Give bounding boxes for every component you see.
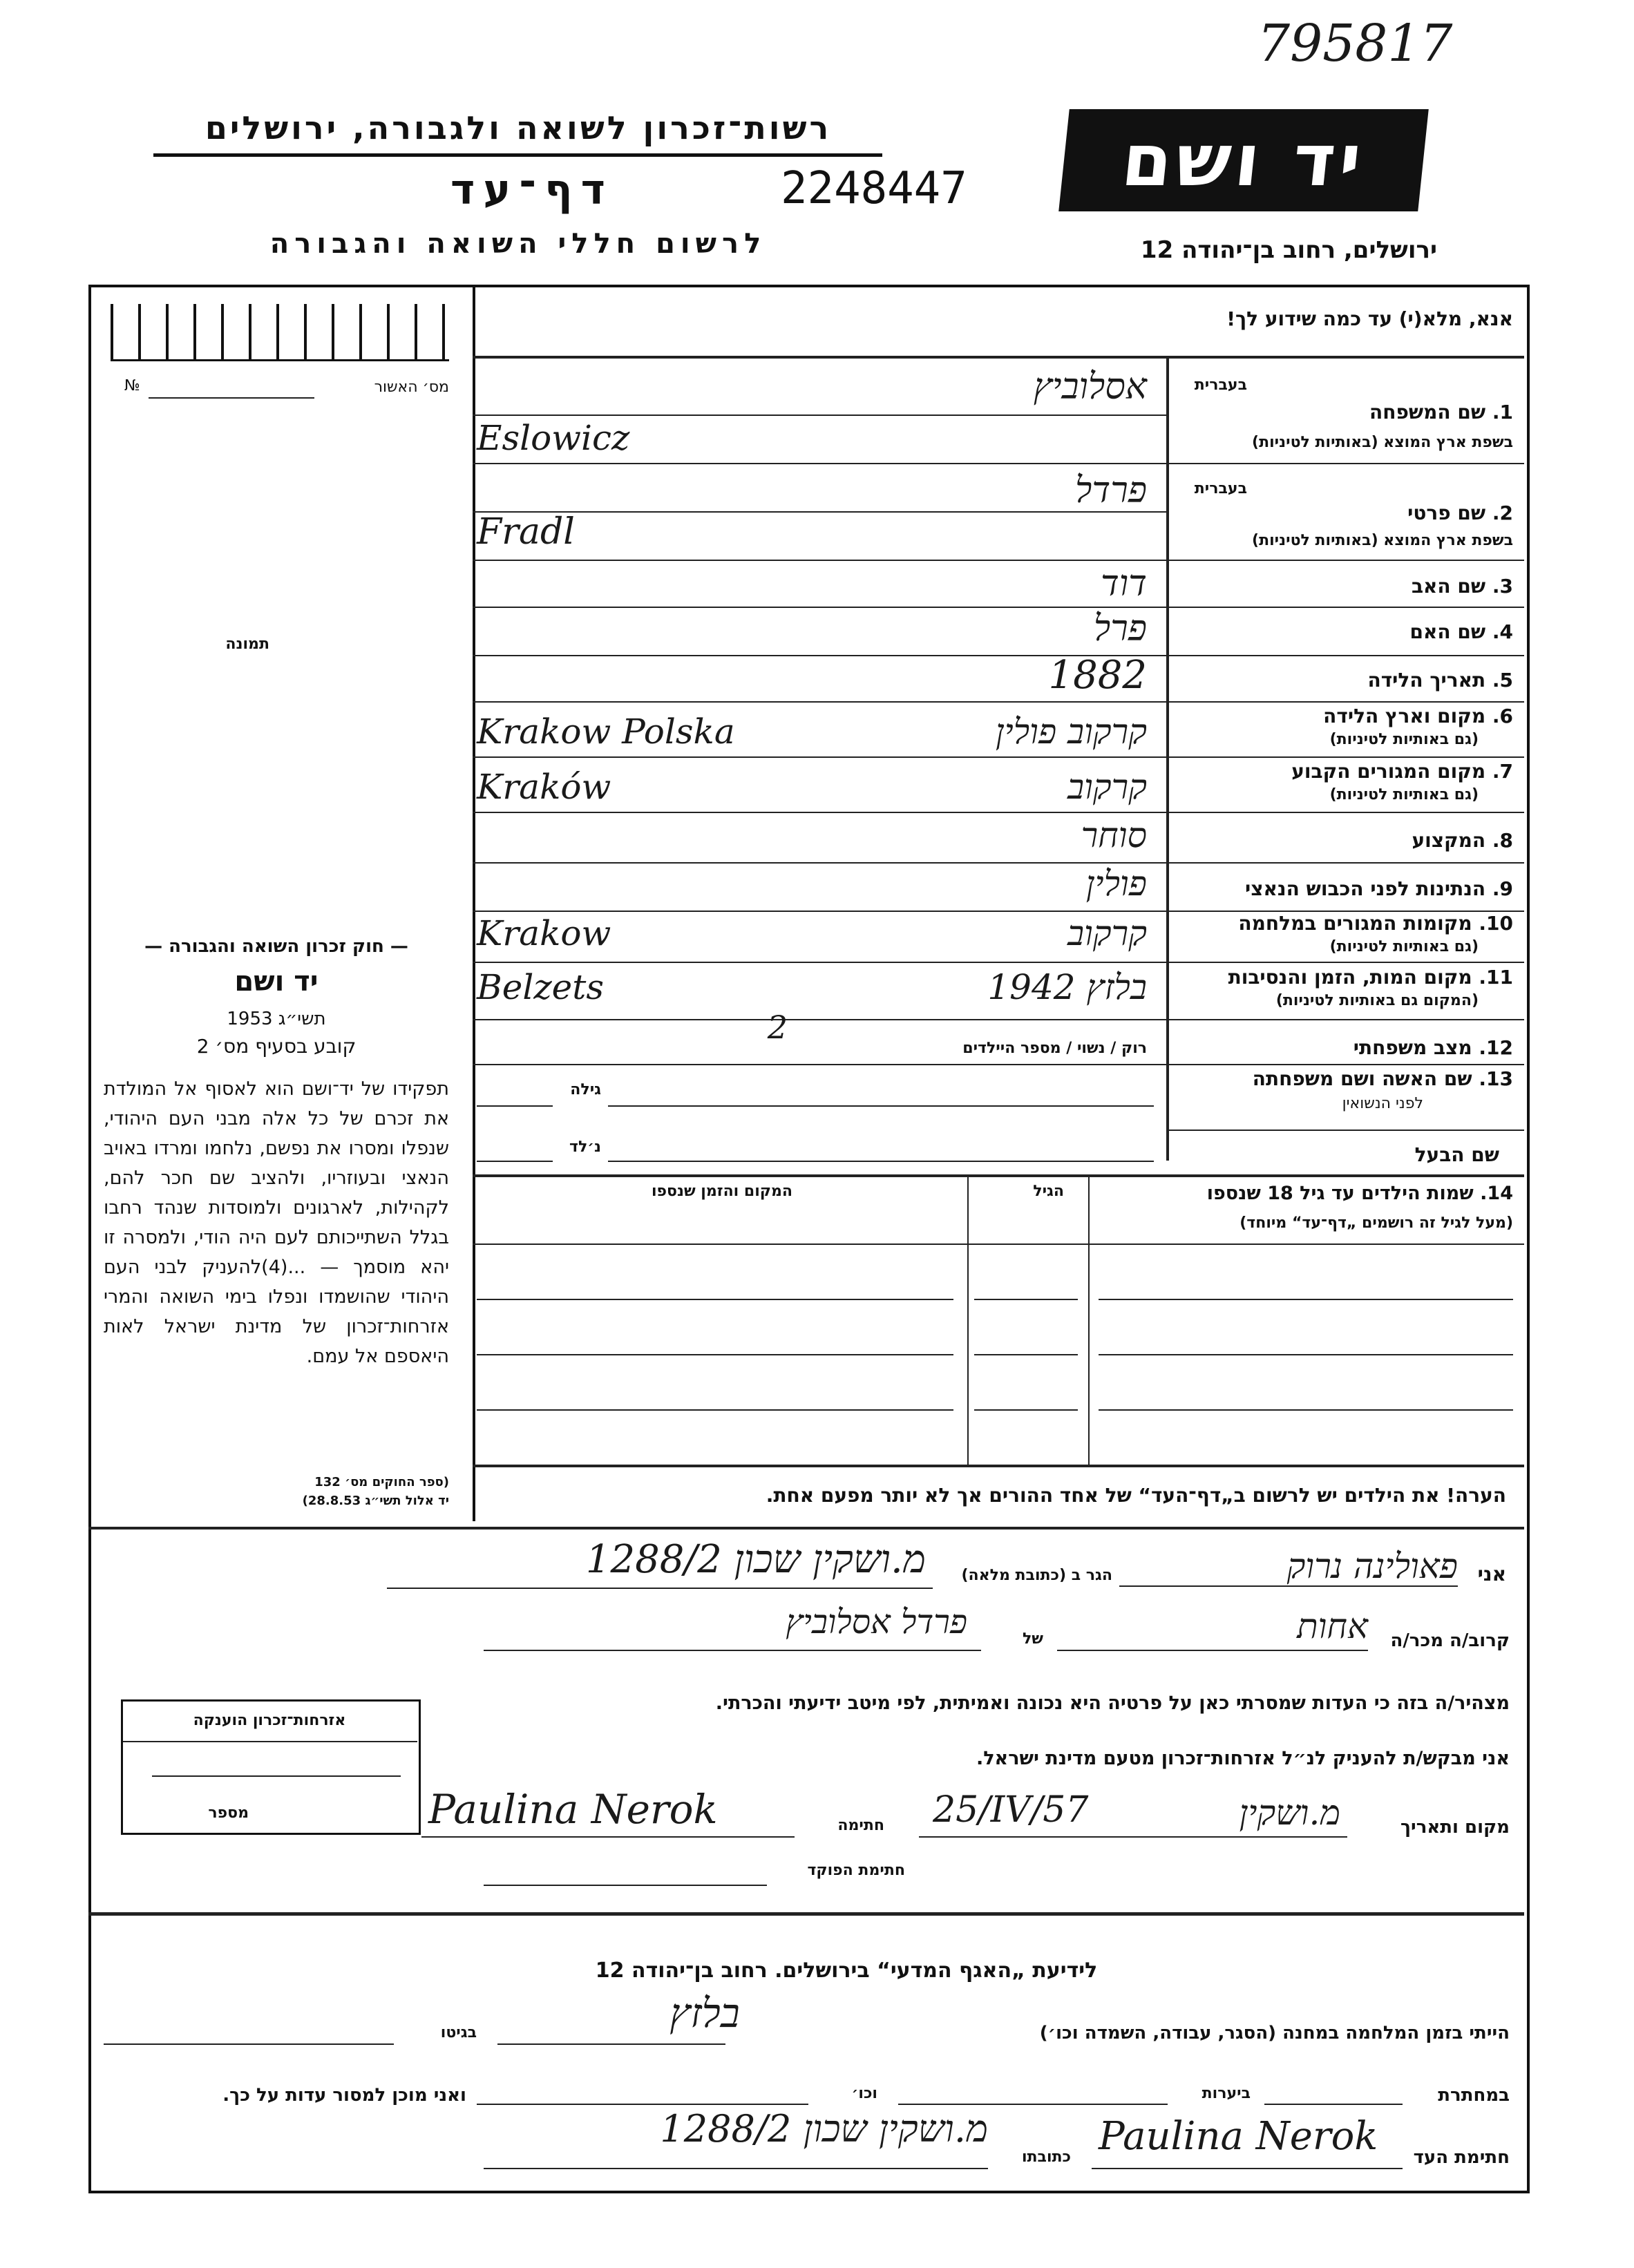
- law-year: תשי״ג 1953: [227, 1009, 326, 1029]
- field-2-latin[interactable]: Fradl: [477, 511, 575, 553]
- address-value[interactable]: מ.ושקין שכון 1288/2: [585, 1537, 926, 1582]
- hebrew-label-2: בעברית: [1194, 480, 1247, 497]
- field-9-value[interactable]: פולין: [1085, 864, 1147, 904]
- signature-label: חתימה: [837, 1817, 884, 1834]
- field-5-label: 5. תאריך הלידה: [1367, 669, 1513, 692]
- field-1-hebrew[interactable]: אסלוביץ: [1033, 366, 1147, 408]
- etc-label: וכו׳: [851, 2085, 877, 2102]
- forest-label: ביערות: [1201, 2085, 1251, 2102]
- statement-1: מצהיר/ה בזה כי העדות שמסרתי כאן על פרטיה היא נכונה ואמיתית, לפי מיטב ידיעתי והכרתי.: [715, 1693, 1510, 1714]
- law-title: — חוק זכרון השואה והגבורה —: [144, 936, 408, 957]
- husband-label: שם הבעל: [1414, 1143, 1499, 1166]
- of-label: של: [1023, 1630, 1043, 1648]
- field-9-label: 9. הנתינות לפני הכבוש הנאצי: [1245, 877, 1513, 900]
- field-6-label: 6. מקום וארץ הלידה: [1323, 705, 1513, 727]
- field-2-hebrew[interactable]: פרדל: [1075, 470, 1147, 511]
- i-label: אני: [1477, 1563, 1506, 1585]
- intro-text: אנא, מלא(י) עד כמה שידוע לך!: [1226, 307, 1513, 330]
- address: ירושלים, רחוב בן־יהודה 12: [1140, 236, 1437, 264]
- camp-label: הייתי בזמן המלחמה במחנה (הסגר, עבודה, השמדה וכו׳): [1039, 2023, 1510, 2043]
- declarant-name[interactable]: פאולינה נרוק: [1286, 1546, 1458, 1586]
- footer-title: לידיעת „האגף המדעי“ בירושלים. רחוב בן־יהודה 12: [595, 1959, 1098, 1983]
- relative-label: קרוב/ה מכר/ה: [1390, 1630, 1510, 1651]
- field-10-latin[interactable]: Krakow: [477, 913, 611, 953]
- field-10-sub: (גם באותיות לטיניות): [1329, 938, 1479, 955]
- resident-label: הגר ב (כתובת מלאה): [961, 1567, 1112, 1584]
- field-13-label: 13. שם האשה ושם משפחתה: [1252, 1067, 1513, 1090]
- field-4-value[interactable]: פרל: [1093, 608, 1147, 649]
- form-title: דף־עד: [450, 166, 614, 214]
- law-text: תפקידו של יד־ושם הוא לאסוף אל המולדת את זכרם של כל אלה מבני העם היהודי, שנפלו ומסרו את נפשם, נלחמו ומרדו באויב הנאצי ובעוזריו, ולהציב שם חכר להם, לקהילות, לארגונים ולמוסדות שנהד רחבו בגלל השתייכותם לעם היה הודי, ולמסרה זו יהא מוסמך — ...(4)להעניק לבני העם היהודי שהושמדו ונפלו בימי השואה והמרי אזרחות־זכרון של מדינת ישראל לאות היאספם אל עמם.: [104, 1078, 450, 1367]
- org-name: רשות־זכרון לשואה ולגבורה, ירושלים: [205, 109, 832, 146]
- yad-vashem-logo: [1058, 109, 1429, 211]
- field-10-label: 10. מקומות המגורים במלחמה: [1238, 912, 1513, 935]
- law-clause: קובע בסעיף מס׳ 2: [196, 1035, 357, 1058]
- children-label: 14. שמות הילדים עד גיל 18 שנספו: [1206, 1183, 1513, 1204]
- field-3-label: 3. שם האב: [1411, 575, 1513, 598]
- field-8-value[interactable]: סוחר: [1081, 815, 1147, 855]
- field-5-value[interactable]: 1882: [1048, 653, 1147, 698]
- hebrew-label-1: בעברית: [1194, 377, 1247, 394]
- field-6-sub: (גם באותיות לטיניות): [1329, 731, 1479, 748]
- age-column-header: הגיל: [1033, 1183, 1064, 1200]
- approval-no-sign: №: [124, 377, 140, 394]
- witness-sig-value[interactable]: Paulina Nerok: [1099, 2114, 1378, 2159]
- field-4-label: 4. שם האם: [1409, 620, 1513, 643]
- field-1-sub: בשפת ארץ המוצא (באותיות לטיניות): [1252, 434, 1513, 451]
- law-ref-2: יד אלול תשי״ג 28.8.53): [302, 1494, 449, 1508]
- citizenship-number-label: מספר: [208, 1804, 249, 1822]
- place-date-label: מקום ותאריך: [1400, 1817, 1510, 1838]
- field-12-value[interactable]: 2: [767, 1009, 788, 1046]
- field-7-label: 7. מקום המגורים הקבוע: [1291, 760, 1513, 783]
- children-sub: (מעל לגיל זה רושמים „דף־עד“ מיוחד): [1239, 1214, 1513, 1232]
- signature-value[interactable]: Paulina Nerok: [428, 1786, 718, 1833]
- witness-address-label: כתובתו: [1021, 2148, 1071, 2166]
- photo-label: תמונה: [225, 636, 269, 653]
- witness-sig-label: חתימת העד: [1413, 2147, 1510, 2168]
- law-name: יד ושם: [234, 966, 319, 998]
- field-1-label: 1. שם המשפחה: [1369, 401, 1513, 423]
- age-label: גילה: [570, 1081, 601, 1098]
- ghetto-label: בגיטו: [440, 2024, 477, 2041]
- field-6-latin[interactable]: Krakow Polska: [477, 712, 735, 752]
- field-7-value[interactable]: קרקוב: [1067, 767, 1147, 807]
- field-12-label: 12. מצב משפחתי: [1353, 1036, 1513, 1059]
- date-value[interactable]: 25/IV/57: [933, 1789, 1089, 1831]
- logo-text: יד ושם: [1118, 118, 1369, 202]
- approval-label: מס׳ האשור: [374, 379, 449, 396]
- field-7-sub: (גם באותיות לטיניות): [1329, 786, 1479, 803]
- field-11-value[interactable]: בלזץ 1942: [987, 967, 1147, 1007]
- field-6-value[interactable]: קרקוב פולין: [995, 712, 1147, 752]
- witness-address-value[interactable]: מ.ושקין שכון 1288/2: [660, 2107, 988, 2151]
- field-10-value[interactable]: קרקוב: [1067, 913, 1147, 953]
- marital-options: רוק / נשוי / מספר היילדים: [962, 1040, 1147, 1057]
- citizenship-box-title: אזרחות־זכרון הוענקה: [193, 1712, 346, 1729]
- statement-2: אני מבקש/ת להעניק לנ״ל אזרחות־זכרון מטעם מדינת ישראל.: [976, 1748, 1510, 1769]
- form-subtitle: לרשום חללי השואה והגבורה: [269, 228, 767, 260]
- of-value[interactable]: פרדל אסלוביץ: [786, 1603, 967, 1641]
- form-number: 2248447: [781, 163, 967, 214]
- relation-value[interactable]: אחות: [1297, 1606, 1368, 1646]
- field-2-label: 2. שם פרטי: [1407, 502, 1513, 524]
- field-11-latin[interactable]: Belzets: [477, 967, 605, 1007]
- field-13-sub: לפני הנשואין: [1342, 1095, 1423, 1112]
- field-11-sub: (המקום גם באותיות לטיניות): [1275, 992, 1479, 1009]
- law-ref-1: (ספר החוקים מס׳ 132: [314, 1475, 449, 1489]
- archive-number: 795817: [1257, 14, 1453, 73]
- children-note: הערה! את הילדים יש לרשום ב„דף־העד“ של אחד ההורים אך לא יותר מפעם אחת.: [766, 1484, 1506, 1507]
- field-11-label: 11. מקום המות, הזמן והנסיבות: [1228, 966, 1513, 989]
- ready-label: ואני מוכן למסור עדות על כך.: [222, 2085, 466, 2106]
- field-3-value[interactable]: דוד: [1101, 563, 1147, 604]
- field-8-label: 8. המקצוע: [1412, 829, 1513, 852]
- underground-label: במחתרת: [1438, 2085, 1510, 2106]
- place-value[interactable]: מ.ושקין: [1239, 1793, 1340, 1833]
- field-2-sub: בשפת ארץ המוצא (באותיות לטיניות): [1252, 532, 1513, 549]
- place-column-header: המקום והזמן שנספו: [652, 1183, 792, 1200]
- field-1-latin[interactable]: Eslowicz: [477, 418, 630, 458]
- camp-value[interactable]: בלזץ: [669, 1990, 740, 2037]
- officer-label: חתימת הפוקד: [807, 1862, 905, 1879]
- approval-ticks: [111, 304, 449, 361]
- field-7-latin[interactable]: Kraków: [477, 767, 611, 807]
- born-label: נ׳לד: [569, 1138, 601, 1156]
